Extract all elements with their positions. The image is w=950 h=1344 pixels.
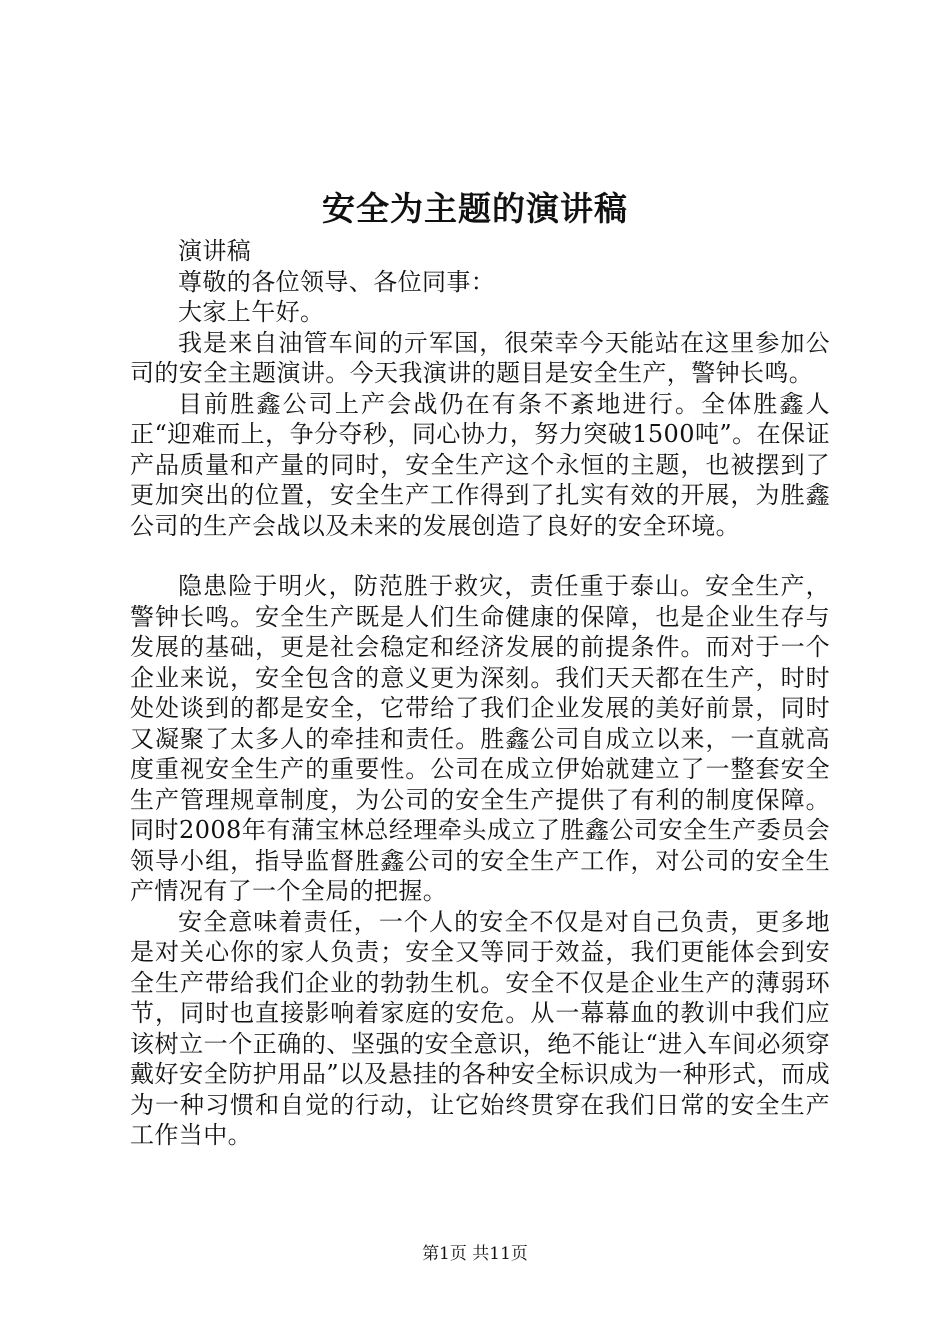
page-footer: 第1页 共11页 — [422, 1244, 528, 1264]
paragraph-safety-responsibility: 安全意味着责任，一个人的安全不仅是对自己负责，更多地是对关心你的家人负责；安全又等同于效益，我们更能体会到安全生产带给我们企业的勃勃生机。安全不仅是企业生产的薄弱环节，同时也直接影响着家庭的安危。从一幕幕血的教训中我们应该树立一个正确的、坚强的安全意识，绝不能让“进入车间必须穿戴好安全防护用品”以及悬挂的各种安全标识成为一种形式，而成为一种习惯和自觉的行动，让它始终贯穿在我们日常的安全生产工作当中。 — [130, 907, 830, 1149]
paragraph-salutation: 尊敬的各位领导、各位同事： — [178, 267, 496, 296]
paragraph-company-status: 目前胜鑫公司上产会战仍在有条不紊地进行。全体胜鑫人正“迎难而上，争分夺秒，同心协力，努力突破1500吨”。在保证产品质量和产量的同时，安全生产这个永恒的主题，也被摆到了更加突出的位置，安全生产工作得到了扎实有效的开展，为胜鑫公司的生产会战以及未来的发展创造了良好的安全环境。 — [130, 389, 830, 540]
paragraph-heading-label: 演讲稿 — [178, 237, 252, 265]
paragraph-introduction: 我是来自油管车间的亓军国，很荣幸今天能站在这里参加公司的安全主题演讲。今天我演讲的题目是安全生产，警钟长鸣。 — [130, 328, 830, 387]
paragraph-safety-importance: 隐患险于明火，防范胜于救灾，责任重于泰山。安全生产，警钟长鸣。安全生产既是人们生命健康的保障，也是企业生存与发展的基础，更是社会稳定和经济发展的前提条件。而对于一个企业来说，安全包含的意义更为深刻。我们天天都在生产，时时处处谈到的都是安全，它带给了我们企业发展的美好前景，同时又凝聚了太多人的牵挂和责任。胜鑫公司自成立以来，一直就高度重视安全生产的重要性。公司在成立伊始就建立了一整套安全生产管理规章制度，为公司的安全生产提供了有利的制度保障。同时2008年有蒲宝林总经理牵头成立了胜鑫公司安全生产委员会领导小组，指导监督胜鑫公司的安全生产工作，对公司的安全生产情况有了一个全局的把握。 — [130, 572, 830, 905]
paragraph-greeting: 大家上午好。 — [178, 298, 325, 326]
document-body — [130, 236, 830, 1151]
document-title: 安全为主题的演讲稿 — [322, 189, 628, 228]
